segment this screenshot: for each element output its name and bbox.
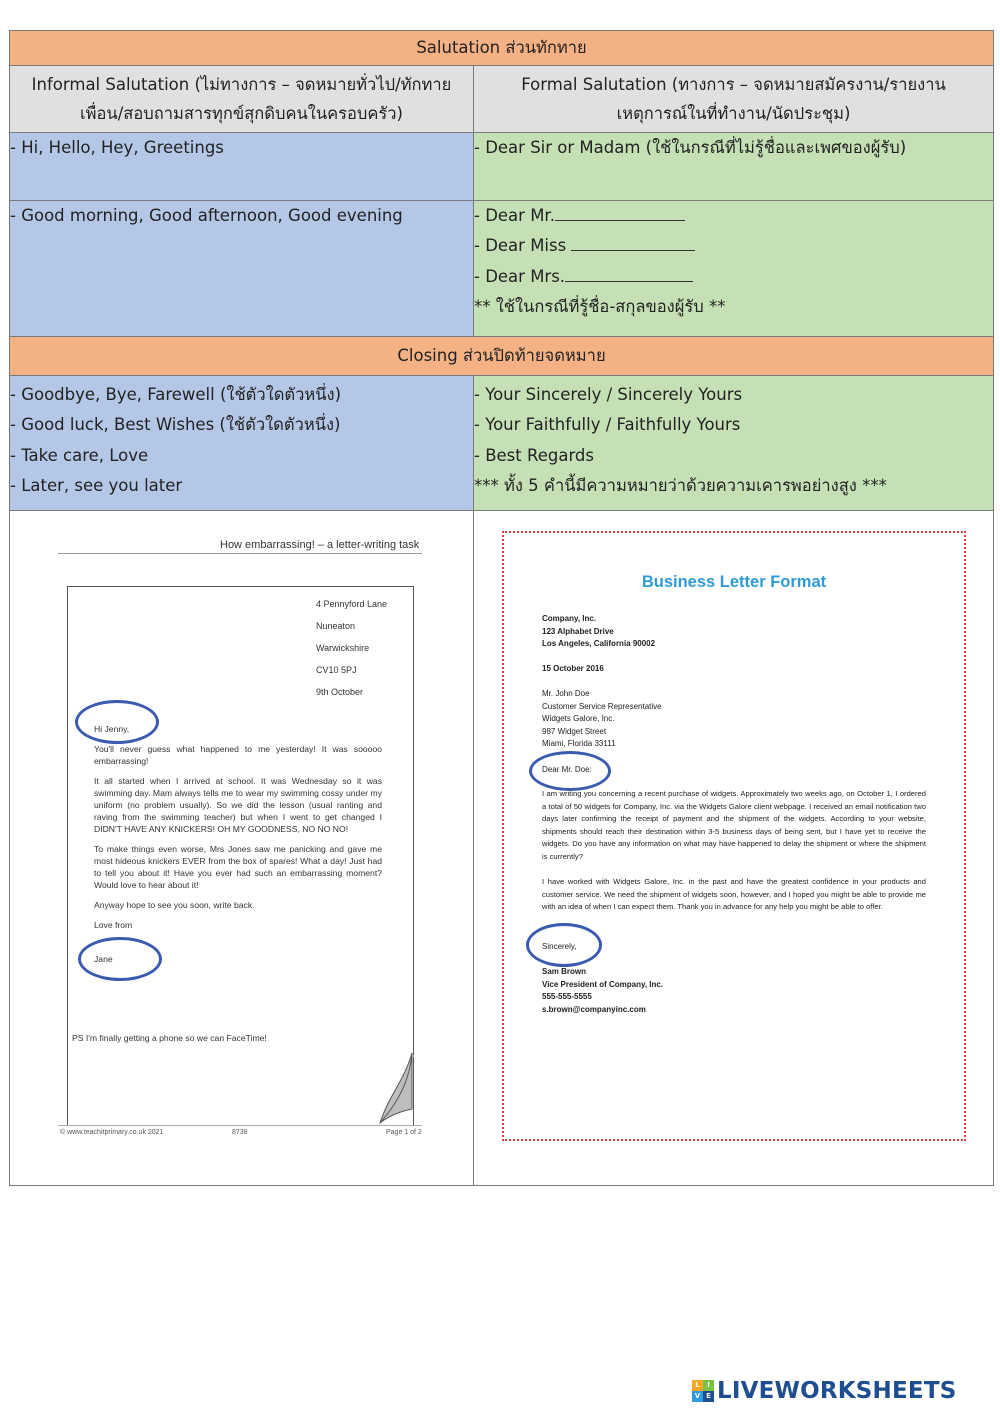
informal-header-line: Informal Salutation (ไม่ทางการ – จดหมายทั่วไป/ทักทาย bbox=[31, 75, 452, 94]
greeting-highlight-circle bbox=[529, 751, 611, 791]
formal-note: ** ใช้ในกรณีที่รู้ชื่อ-สกุลของผู้รับ ** bbox=[474, 297, 726, 317]
closing-highlight-circle bbox=[526, 923, 602, 967]
letter-ps: PS I'm finally getting a phone so we can FaceTime! bbox=[72, 1033, 267, 1043]
informal-closing-line: - Later, see you later bbox=[10, 476, 183, 496]
informal-greeting-line: - Hi, Hello, Hey, Greetings bbox=[10, 138, 224, 157]
formal-greeting-line: - Dear Sir or Madam (ใช้ในกรณีที่ไม่รู้ชื่อและเพศของผู้รับ) bbox=[474, 138, 907, 157]
informal-greetings-cell bbox=[10, 133, 474, 201]
informal-letter-example bbox=[10, 511, 474, 1185]
closing-header: Closing ส่วนปิดท้ายจดหมาย bbox=[10, 337, 994, 376]
logo-text: LIVEWORKSHEETS bbox=[717, 1378, 957, 1404]
informal-closing-line: - Good luck, Best Wishes (ใช้ตัวใดตัวหนึ่ง) bbox=[10, 415, 341, 435]
informal-salutation-header bbox=[10, 66, 474, 133]
formal-closing-line: - Your Faithfully / Faithfully Yours bbox=[474, 415, 741, 435]
footer-copyright: © www.teachitprimary.co.uk 2021 bbox=[60, 1129, 164, 1136]
letter-date: 15 October 2016 bbox=[542, 664, 604, 673]
letter-body bbox=[94, 723, 382, 973]
letter-paragraph: Anyway hope to see you soon, write back. bbox=[94, 900, 255, 910]
page-curl-icon bbox=[366, 1051, 414, 1125]
formal-header-line: Formal Salutation (ทางการ – จดหมายสมัครงาน/รายงาน bbox=[521, 75, 946, 94]
dear-miss-line: - Dear Miss bbox=[474, 231, 993, 261]
letter-closing: Sincerely, bbox=[542, 942, 577, 951]
letter-parts-table bbox=[9, 30, 994, 1186]
sender-block: Company, Inc. 123 Alphabet Drive Los Angeles, California 90002 bbox=[542, 614, 656, 648]
informal-header-line: เพื่อน/สอบถามสารทุกข์สุกดิบคนในครอบครัว) bbox=[80, 104, 403, 123]
formal-header-line: เหตุการณ์ในที่ทำงาน/นัดประชุม) bbox=[616, 104, 851, 123]
letter-greeting: Dear Mr. Doe: bbox=[542, 765, 592, 774]
formal-closing-line: - Best Regards bbox=[474, 445, 595, 465]
footer-code: 8738 bbox=[232, 1129, 248, 1136]
footer-page: Page 1 of 2 bbox=[386, 1129, 422, 1136]
sender-address: 4 Pennyford Lane Nuneaton Warwickshire CV10 5PJ 9th October bbox=[316, 599, 388, 697]
fill-blank[interactable] bbox=[571, 234, 695, 251]
letter-greeting: Hi Jenny, bbox=[94, 724, 130, 734]
salutation-header: Salutation ส่วนทักทาย bbox=[10, 31, 994, 66]
divider bbox=[58, 553, 422, 554]
recipient-block: Mr. John Doe Customer Service Representative Widgets Galore, Inc. 987 Widget Street Miami, Florida 33111 bbox=[542, 689, 662, 748]
informal-letter-title: How embarrassing! – a letter-writing task bbox=[220, 539, 420, 551]
letter-frame bbox=[502, 531, 966, 1141]
fill-blank[interactable] bbox=[555, 204, 685, 221]
worksheet bbox=[9, 30, 993, 1186]
letter-paragraph: I have worked with Widgets Galore, Inc. in the past and have the greatest confidence in your products and customer service. We need the shipment of widgets soon, however, and I hoped you might be able to provide me with an idea of when I can expect them. Thank you in advance for any help you might be able to offer. bbox=[542, 877, 926, 912]
dear-mrs-line: - Dear Mrs. bbox=[474, 262, 993, 292]
formal-closing-cell bbox=[474, 376, 994, 511]
logo-mark-icon: L I V E bbox=[692, 1380, 714, 1402]
formal-closing-line: *** ทั้ง 5 คำนี้มีความหมายว่าด้วยความเคารพอย่างสูง *** bbox=[474, 476, 887, 496]
letter-paragraph: It all started when I arrived at school. It was Wednesday so it was swimming day. Mam always tells me to wear my swimming cossy under my uniform (no problem usually). So we did the lesson (usual ranting and raving from the swimming teacher) but when I went to get changed I DIDN'T HAVE ANY KNICKERS! OH MY GOODNESS, NO NO NO! bbox=[94, 776, 382, 834]
fill-blank[interactable] bbox=[565, 265, 693, 282]
informal-letter-example-cell bbox=[10, 511, 474, 1186]
letter-paragraph: I am writing you concerning a recent purchase of widgets. Approximately two weeks ago, on October 1, I ordered a total of 50 widgets for Company, Inc. via the Widgets Galore client webpage. I received an email notification two days later confirming the receipt of payment and the shipment of the widgets. According to your website, shipments should reach their destination within 3-5 business days of being sent, but I have yet to receive the widgets. Do you have any information on what may have happened to delay the shipment or where the shipment is currently? bbox=[542, 789, 926, 861]
business-letter-title: Business Letter Format bbox=[641, 573, 827, 591]
informal-greeting-line: - Good morning, Good afternoon, Good evening bbox=[10, 206, 403, 225]
divider bbox=[58, 1125, 422, 1126]
formal-dear-cell bbox=[474, 201, 994, 337]
letter-paragraph: To make things even worse, Mrs Jones saw me panicking and gave me most hideous knickers EVER from the box of spares! What a day! Just had to tell you about it! Have you ever had such an embarrassing moment? Would love to hear about it! bbox=[94, 844, 382, 890]
letter-paper bbox=[67, 586, 414, 1126]
letter-signature: Jane bbox=[94, 954, 113, 964]
letter-closing: Love from bbox=[94, 920, 133, 930]
informal-closing-cell bbox=[10, 376, 474, 511]
dear-mr-line: - Dear Mr. bbox=[474, 201, 993, 231]
informal-closing-line: - Goodbye, Bye, Farewell (ใช้ตัวใดตัวหนึ่ง) bbox=[10, 385, 342, 404]
informal-closing-line: - Take care, Love bbox=[10, 445, 149, 465]
informal-time-greetings-cell bbox=[10, 201, 474, 337]
signature-block: Sam Brown Vice President of Company, Inc. 555-555-5555 s.brown@companyinc.com bbox=[542, 967, 664, 1014]
formal-salutation-header bbox=[474, 66, 994, 133]
liveworksheets-logo bbox=[692, 1377, 956, 1405]
formal-greetings-cell bbox=[474, 133, 994, 201]
formal-closing-line: - Your Sincerely / Sincerely Yours bbox=[474, 385, 743, 404]
letter-paragraph: You'll never guess what happened to me yesterday! It was sooooo embarrassing! bbox=[94, 744, 382, 766]
business-letter-example-cell bbox=[474, 511, 994, 1186]
greeting-highlight-circle bbox=[75, 700, 159, 744]
closing-highlight-circle bbox=[78, 937, 162, 981]
business-letter-example bbox=[474, 511, 992, 1185]
